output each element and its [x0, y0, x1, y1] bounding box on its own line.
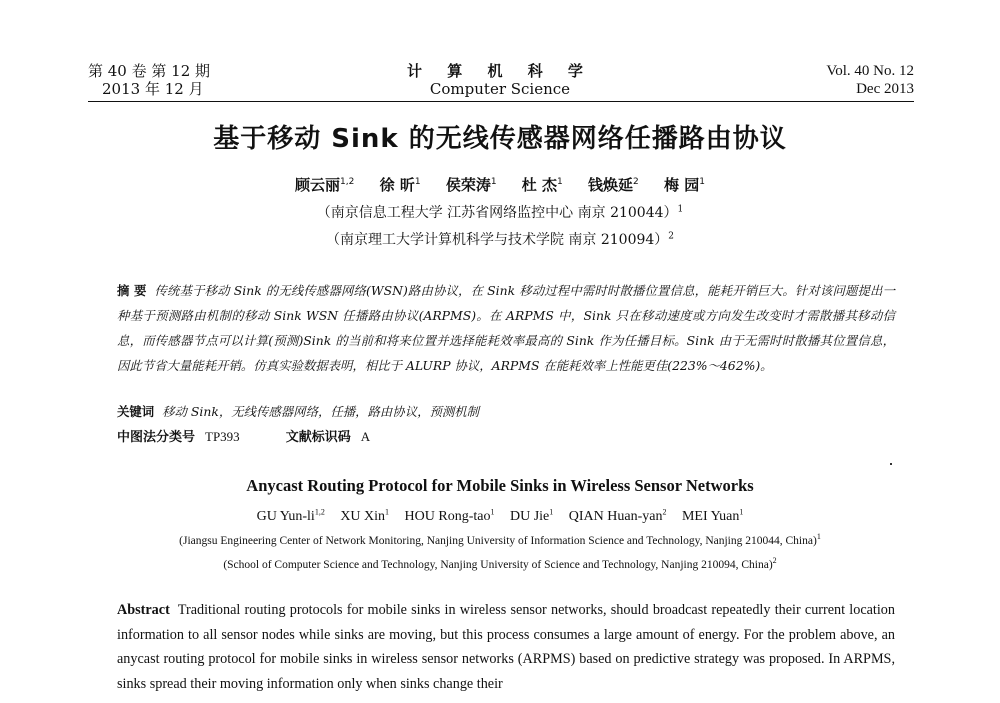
- keywords-cn: [117, 402, 479, 420]
- author-en: XU Xin$^1$: [340, 507, 390, 524]
- author-cn: 钱焕延$^2$: [588, 176, 639, 194]
- affiliation-cn-2: （南京理工大学计算机科学与技术学院 南京 210094）$^2$: [325, 231, 675, 248]
- doc-code-value: A: [360, 429, 371, 444]
- cls-label: 中图法分类号: [117, 430, 196, 445]
- affiliation-cn-1: （南京信息工程大学 江苏省网络监控中心 南京 210044）$^1$: [316, 204, 684, 221]
- keywords-cn-text: 移动 Sink，无线传感器网络，任播，路由协议，预测机制: [162, 404, 480, 419]
- date-cn: 2013 年 12 月: [102, 80, 204, 98]
- author-en: GU Yun-li$^{1,2}$: [256, 507, 325, 524]
- affiliation-en-1: (Jiangsu Engineering Center of Network Monitoring, Nanjing University of Information Science and Technology, Nanjing 210044, China)$^1$: [179, 532, 821, 547]
- header-volume-en: [826, 62, 914, 98]
- author-cn: 顾云丽$^{1,2}$: [295, 176, 355, 194]
- journal-name-en: Computer Science: [429, 80, 571, 98]
- abstract-cn-text: 传统基于移动 Sink 的无线传感器网络(WSN)路由协议，在 Sink 移动过程中需时时散播位置信息，能耗开销巨大。针对该问题提出一种基于预测路由机制的移动 Sink WSN 任播路由协议(ARPMS)。在 ARPMS 中，Sink 只在移动速度或方向发生改变时才需散播其移动信息，而传感器节点可以计算(预测)Sink 的当前和将来位置并选择能耗效率最高的 Sink 作为任播目标。Sink 由于无需时时散播其位置信息，因此节省大量能耗开销。仿真实验数据表明，相比于 ALURP 协议，ARPMS 在能耗效率上性能更佳(223%～462%)。: [117, 283, 895, 373]
- volume-issue-en: Vol. 40 No. 12: [826, 63, 914, 79]
- keywords-cn-label: 关键词: [117, 404, 155, 419]
- author-en: DU Jie$^1$: [509, 507, 554, 524]
- author-cn: 侯荣涛$^1$: [445, 176, 497, 194]
- abstract-en-label: Abstract: [117, 602, 170, 618]
- header-rule: [88, 101, 914, 102]
- abstract-en: [117, 598, 895, 696]
- classification-line: [117, 426, 370, 445]
- author-cn: 杜 杰$^1$: [521, 176, 563, 194]
- volume-issue-cn: 第 40 卷 第 12 期: [88, 62, 211, 80]
- cls-value: TP393: [205, 429, 240, 444]
- author-en: HOU Rong-tao$^1$: [404, 507, 495, 524]
- header-journal: [380, 62, 620, 98]
- affiliation-en-2: (School of Computer Science and Technology, Nanjing University of Science and Technology, Nanjing 210094, China)$^2$: [223, 556, 777, 571]
- journal-name-cn: 计 算 机 科 学: [407, 62, 593, 80]
- author-list-en: [0, 507, 1000, 525]
- scan-speck: [890, 463, 892, 465]
- abstract-en-text: Traditional routing protocols for mobile sinks in wireless sensor networks, should broadcast repeatedly their current location information to all sensor nodes while sinks are moving, but this process consumes a large amount of energy. For the problem above, an anycast routing protocol for mobile sinks in wireless sensor networks (ARPMS) based on predictive strategy was proposed. In ARPMS, sinks spread their moving information only when sinks change their: [117, 602, 895, 692]
- date-en: Dec 2013: [856, 81, 914, 97]
- author-list-cn: [0, 174, 1000, 195]
- author-en: QIAN Huan-yan$^2$: [568, 507, 667, 524]
- doc-code-label: 文献标识码: [285, 430, 351, 445]
- author-cn: 梅 园$^1$: [663, 176, 705, 194]
- author-cn: 徐 昕$^1$: [379, 176, 421, 194]
- paper-title-en: Anycast Routing Protocol for Mobile Sinks in Wireless Sensor Networks: [246, 476, 754, 495]
- paper-title-cn: 基于移动 Sink 的无线传感器网络任播路由协议: [213, 124, 787, 154]
- author-en: MEI Yuan$^1$: [681, 507, 744, 524]
- header-volume-cn: [88, 62, 210, 98]
- abstract-cn-label: 摘 要: [117, 283, 147, 298]
- abstract-cn: [117, 278, 895, 378]
